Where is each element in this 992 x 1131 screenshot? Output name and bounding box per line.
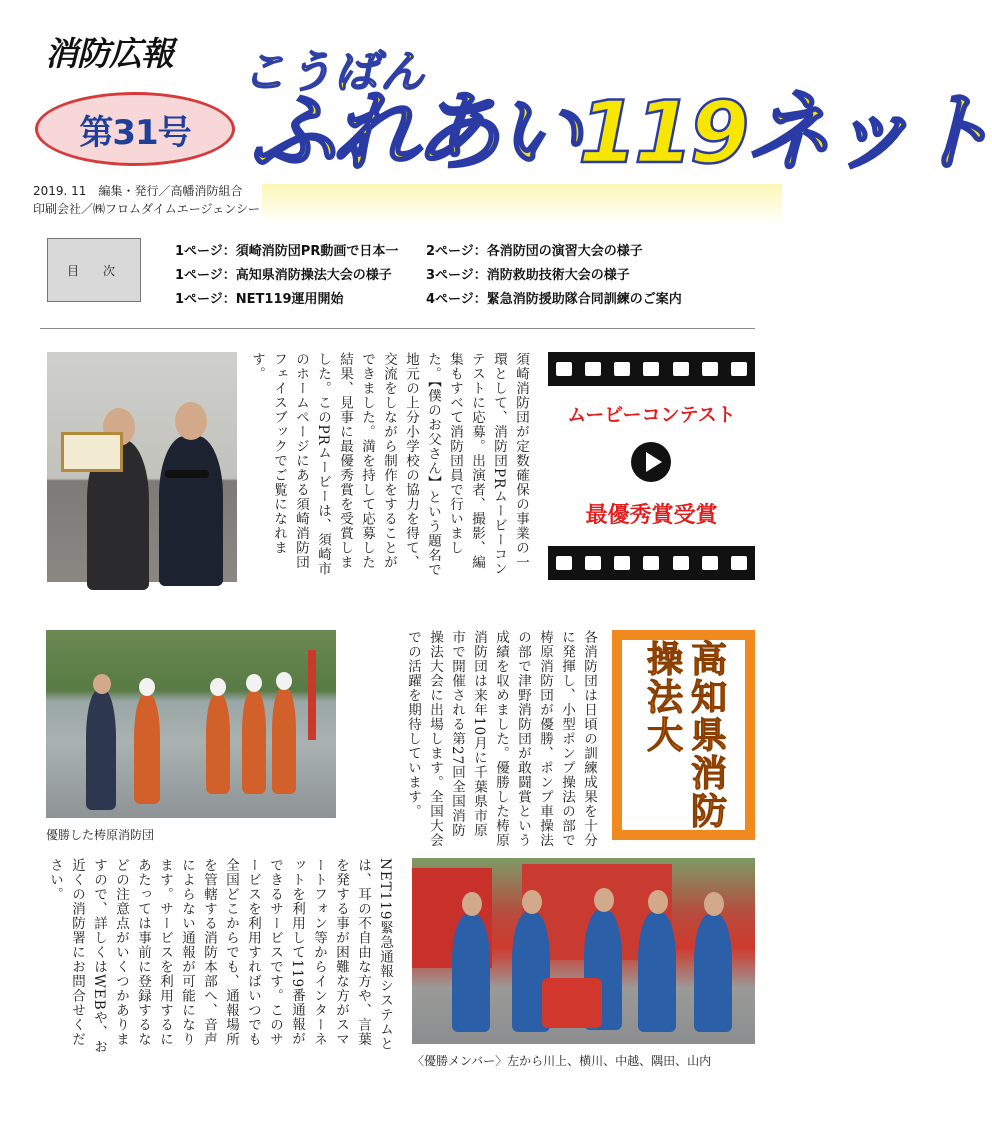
toc-item: 4ページ：緊急消防援助隊合同訓練のご案内	[426, 292, 682, 307]
photo-caption: 〈優勝メンバー〉左から川上、横川、中越、隅田、山内	[412, 1054, 712, 1068]
printer-info: 印刷会社／㈱フロムダイムエージェンシー	[33, 202, 260, 216]
article-net119: NET119緊急通報システムとは、耳の不自由な方や、言葉を発する事が困難な方がスマートフォン等からインターネットを利用して119番通報ができるサービスです。このサービスを利用すればいつでも全国どこからでも、通報場所を管轄する消防本部へ、音声によらない通報が可能になります。サービスを利用するにあたっては事前に登録するなどの注意点がいくつかありますので、詳しくはWEBや、お近くの消防署にお問合せください。	[47, 858, 393, 1055]
publication-name: 消防広報	[45, 34, 173, 73]
issue-number: 第31号	[79, 112, 191, 153]
title-kana: こうばん	[242, 47, 426, 98]
kochi-title: 高知県消防操法大	[641, 640, 727, 830]
issue-badge	[35, 92, 235, 166]
date-publisher: 2019. 11 編集・発行／高幡消防組合	[33, 184, 243, 198]
divider	[40, 328, 755, 329]
toc-item: 1ページ：須崎消防団PR動画で日本一	[175, 244, 399, 259]
article-kochi-tournament: 各消防団は日頃の訓練成果を十分に発揮し、小型ポンプ操法の部で梼原消防団が優勝、ポンプ車操法の部で津野消防団が敢闘賞という成績を収めました。優勝した梼原消防団は来年10月に千葉県市原市で開催される第27回全国消防操法大会に出場します。全国大会での活躍を期待しています。	[405, 630, 597, 848]
film-holes-top	[556, 362, 747, 376]
toc-item: 2ページ：各消防団の演習大会の様子	[426, 244, 643, 259]
article-pr-movie: 須崎消防団が定数確保の事業の一環として、消防団PRムービーコンテストに応募。出演者、撮影、編集もすべて消防団員で行いました。【僕のお父さん】という題名で地元の上分小学校の協力を得て、交流をしながら制作をすることができました。満を持して応募した結果、見事に最優秀賞を受賞しました。このPRムービーは、須崎市のホームページにある須崎消防団フェイスブックでご覧になれます。	[249, 352, 529, 578]
newsletter-title: ふれあい119ネット	[250, 83, 992, 183]
toc-item: 3ページ：消防救助技術大会の様子	[426, 268, 630, 283]
movie-contest-banner	[548, 352, 755, 580]
film-holes-bottom	[556, 556, 747, 570]
movie-contest-label: ムービーコンテスト	[567, 404, 736, 426]
award-photo	[47, 352, 237, 582]
photo-caption: 優勝した梼原消防団	[46, 828, 155, 842]
award-label: 最優秀賞受賞	[585, 503, 718, 528]
title-glow	[262, 184, 782, 224]
play-icon	[631, 442, 671, 482]
toc-label: 目 次	[47, 238, 141, 302]
team-members-photo	[412, 858, 755, 1044]
toc-item: 1ページ：高知県消防操法大会の様子	[175, 268, 392, 283]
winning-team-photo	[46, 630, 336, 818]
kochi-tournament-heading	[612, 630, 755, 840]
toc-item: 1ページ：NET119運用開始	[175, 292, 344, 307]
